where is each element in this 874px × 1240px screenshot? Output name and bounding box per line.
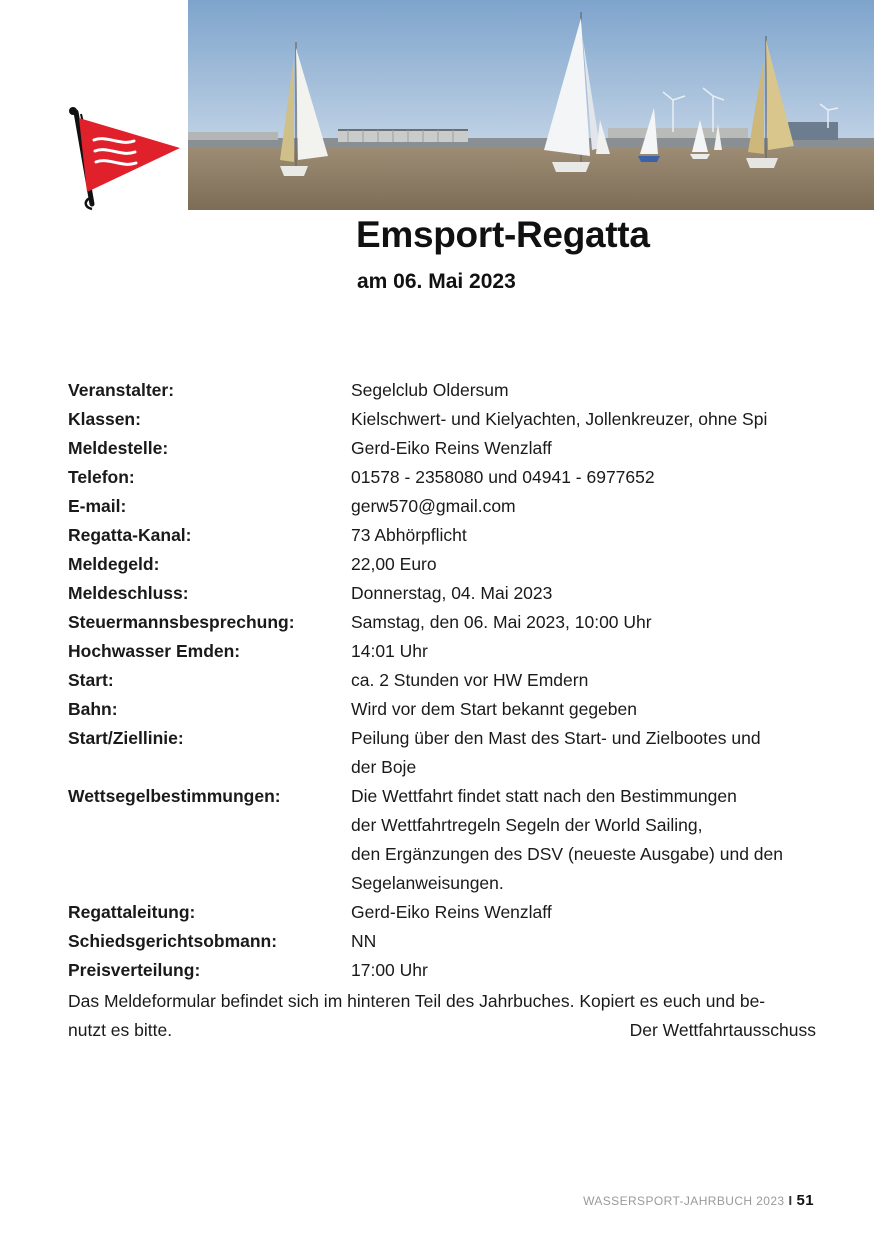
detail-value-line: 73 Abhörpflicht xyxy=(351,525,467,545)
page-footer xyxy=(583,1192,814,1209)
detail-label: E-mail: xyxy=(68,496,127,516)
detail-label: Bahn: xyxy=(68,699,118,719)
footer-separator: I xyxy=(788,1193,793,1208)
detail-value-line: Samstag, den 06. Mai 2023, 10:00 Uhr xyxy=(351,612,652,632)
note-line: nutzt es bitte. xyxy=(68,1020,173,1040)
detail-label: Telefon: xyxy=(68,467,135,487)
detail-row xyxy=(68,492,828,521)
detail-value-line: Gerd-Eiko Reins Wenzlaff xyxy=(351,438,552,458)
detail-value-line: Segelanweisungen. xyxy=(351,873,504,893)
regatta-details xyxy=(68,376,828,985)
detail-value xyxy=(351,637,828,666)
detail-value-line: 17:00 Uhr xyxy=(351,960,428,980)
detail-row xyxy=(68,695,828,724)
detail-value xyxy=(351,434,828,463)
sailing-regatta-photo xyxy=(188,0,874,210)
detail-row xyxy=(68,898,828,927)
detail-value-line: NN xyxy=(351,931,377,951)
detail-row xyxy=(68,405,828,434)
detail-value xyxy=(351,550,828,579)
detail-value xyxy=(351,463,828,492)
detail-label: Hochwasser Emden: xyxy=(68,641,241,661)
detail-label: Steuermannsbesprechung: xyxy=(68,612,295,632)
detail-value-line: Die Wettfahrt findet statt nach den Bestimmungen xyxy=(351,786,737,806)
publication-name: WASSERSPORT-JAHRBUCH 2023 xyxy=(583,1194,785,1208)
detail-row xyxy=(68,463,828,492)
closing-note xyxy=(68,987,816,1045)
detail-label: Start/Ziellinie: xyxy=(68,728,184,748)
detail-value xyxy=(351,927,828,956)
detail-row xyxy=(68,550,828,579)
detail-value-line: Gerd-Eiko Reins Wenzlaff xyxy=(351,902,552,922)
detail-value xyxy=(351,521,828,550)
detail-row xyxy=(68,956,828,985)
detail-label: Schiedsgerichtsobmann: xyxy=(68,931,278,951)
detail-value xyxy=(351,579,828,608)
detail-value xyxy=(351,782,828,898)
detail-value xyxy=(351,608,828,637)
detail-value-line: Kielschwert- und Kielyachten, Jollenkreuzer, ohne Spi xyxy=(351,409,768,429)
detail-value xyxy=(351,695,828,724)
signature: Der Wettfahrtausschuss xyxy=(629,1020,816,1040)
detail-value xyxy=(351,405,828,434)
detail-label: Meldestelle: xyxy=(68,438,169,458)
detail-label: Regattaleitung: xyxy=(68,902,196,922)
detail-label: Veranstalter: xyxy=(68,380,175,400)
detail-label: Meldeschluss: xyxy=(68,583,189,603)
detail-label: Meldegeld: xyxy=(68,554,160,574)
detail-label: Regatta-Kanal: xyxy=(68,525,192,545)
detail-value-line: ca. 2 Stunden vor HW Emdern xyxy=(351,670,589,690)
detail-value-line: 14:01 Uhr xyxy=(351,641,428,661)
detail-label: Start: xyxy=(68,670,114,690)
detail-row xyxy=(68,376,828,405)
detail-value-line: der Boje xyxy=(351,757,417,777)
detail-value-line: 22,00 Euro xyxy=(351,554,437,574)
detail-label: Klassen: xyxy=(68,409,141,429)
club-pennant-icon xyxy=(62,104,186,214)
detail-value-line: der Wettfahrtregeln Segeln der World Sailing, xyxy=(351,815,703,835)
detail-row xyxy=(68,521,828,550)
detail-value-line: Wird vor dem Start bekannt gegeben xyxy=(351,699,637,719)
detail-row xyxy=(68,579,828,608)
detail-value-line: den Ergänzungen des DSV (neueste Ausgabe) und den xyxy=(351,844,783,864)
detail-value-line: 01578 - 2358080 und 04941 - 6977652 xyxy=(351,467,655,487)
detail-value xyxy=(351,956,828,985)
detail-row xyxy=(68,666,828,695)
detail-row xyxy=(68,637,828,666)
detail-row xyxy=(68,927,828,956)
detail-value xyxy=(351,724,828,782)
detail-label: Preisverteilung: xyxy=(68,960,201,980)
detail-value xyxy=(351,666,828,695)
detail-value xyxy=(351,492,828,521)
detail-row xyxy=(68,608,828,637)
detail-row xyxy=(68,782,828,898)
event-date: am 06. Mai 2023 xyxy=(357,270,516,293)
detail-value-line: Segelclub Oldersum xyxy=(351,380,509,400)
detail-value xyxy=(351,898,828,927)
detail-label: Wettsegelbestimmungen: xyxy=(68,786,281,806)
page-number: 51 xyxy=(796,1192,814,1209)
detail-value xyxy=(351,376,828,405)
page-title: Emsport-Regatta xyxy=(356,214,650,255)
detail-value-line: Peilung über den Mast des Start- und Zielbootes und xyxy=(351,728,761,748)
detail-row xyxy=(68,434,828,463)
detail-value-line: gerw570@gmail.com xyxy=(351,496,516,516)
detail-value-line: Donnerstag, 04. Mai 2023 xyxy=(351,583,553,603)
detail-row xyxy=(68,724,828,782)
note-line: Das Meldeformular befindet sich im hinteren Teil des Jahrbuches. Kopiert es euch und be- xyxy=(68,991,766,1011)
